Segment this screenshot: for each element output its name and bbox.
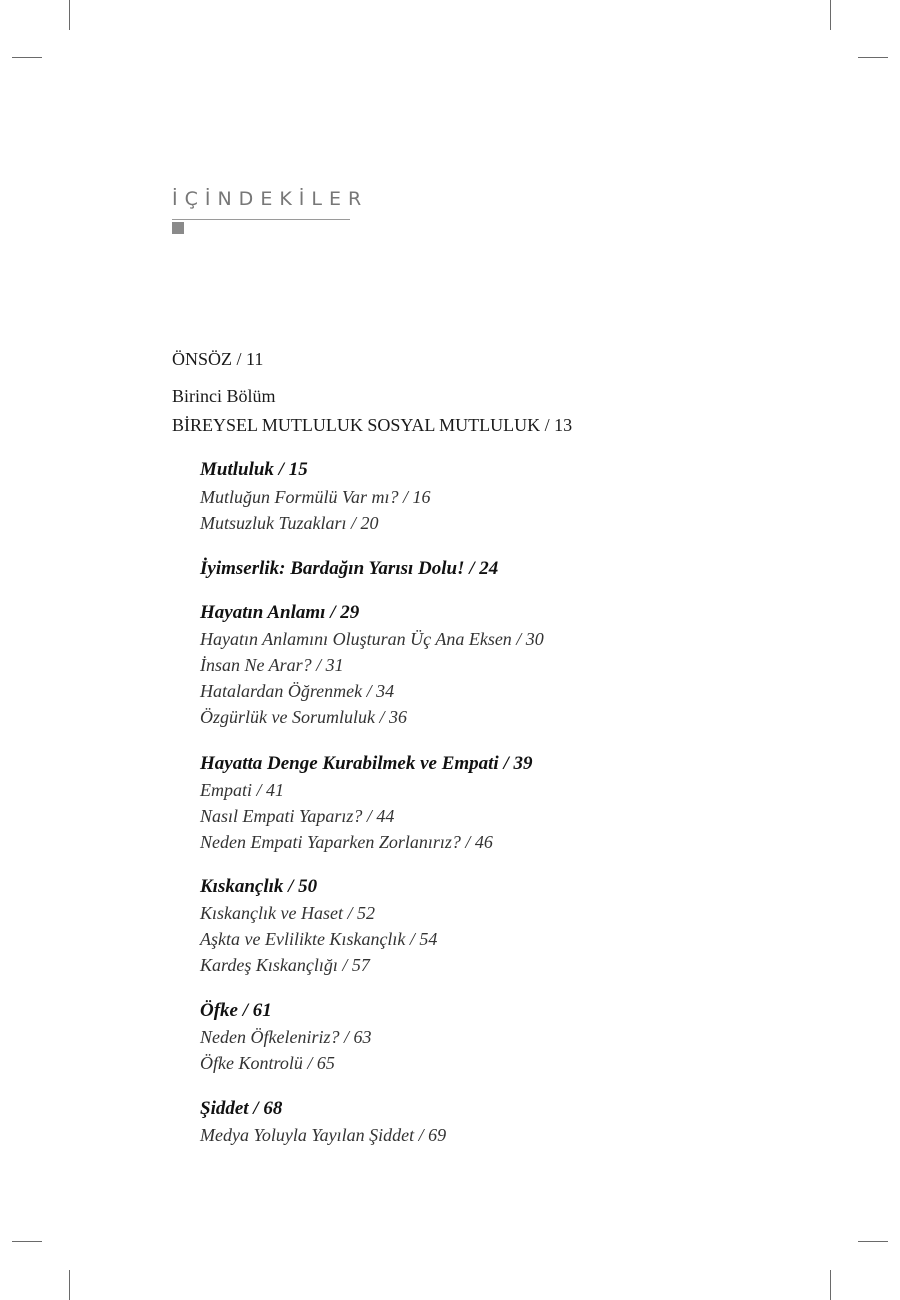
toc-sub-item: Hayatın Anlamını Oluşturan Üç Ana Eksen / 30: [200, 629, 544, 649]
toc-sub-item: Nasıl Empati Yaparız? / 44: [200, 806, 395, 826]
toc-section-title: İyimserlik: Bardağın Yarısı Dolu! / 24: [200, 558, 499, 579]
toc-heading-rule: [172, 219, 350, 220]
toc-section-title: Öfke / 61: [200, 1000, 272, 1021]
toc-section-title: Hayatın Anlamı / 29: [200, 602, 360, 623]
toc-sub-item: Empati / 41: [200, 780, 284, 800]
toc-sub-item: Aşkta ve Evlilikte Kıskançlık / 54: [200, 929, 438, 949]
crop-mark-bottom-left-horizontal: [12, 1241, 42, 1242]
toc-section-title: Kıskançlık / 50: [200, 876, 318, 897]
toc-sub-item: Hatalardan Öğrenmek / 34: [200, 681, 395, 701]
toc-entry-preface: ÖNSÖZ / 11: [172, 349, 264, 369]
toc-sub-item: Medya Yoluyla Yayılan Şiddet / 69: [200, 1125, 447, 1145]
toc-sub-item: Neden Öfkeleniriz? / 63: [200, 1027, 372, 1047]
crop-mark-top-left-vertical: [69, 0, 70, 30]
toc-sub-item: Öfke Kontrolü / 65: [200, 1053, 335, 1073]
crop-mark-top-left-horizontal: [12, 57, 42, 58]
toc-sub-item: Özgürlük ve Sorumluluk / 36: [200, 707, 407, 727]
toc-heading-block: [172, 188, 369, 234]
toc-sub-item: İnsan Ne Arar? / 31: [200, 655, 344, 675]
toc-sub-item: Mutluğun Formülü Var mı? / 16: [200, 487, 431, 507]
crop-mark-bottom-right-horizontal: [858, 1241, 888, 1242]
toc-part-title: BİREYSEL MUTLULUK SOSYAL MUTLULUK / 13: [172, 415, 573, 435]
toc-section-title: Mutluluk / 15: [200, 459, 308, 480]
crop-mark-bottom-right-vertical: [830, 1270, 831, 1300]
toc-heading: İÇİNDEKİLER: [172, 188, 369, 210]
crop-mark-bottom-left-vertical: [69, 1270, 70, 1300]
crop-mark-top-right-horizontal: [858, 57, 888, 58]
toc-sub-item: Neden Empati Yaparken Zorlanırız? / 46: [200, 832, 493, 852]
toc-section-title: Hayatta Denge Kurabilmek ve Empati / 39: [200, 753, 533, 774]
toc-part-label: Birinci Bölüm: [172, 386, 276, 406]
toc-heading-square: [172, 222, 184, 234]
crop-mark-top-right-vertical: [830, 0, 831, 30]
toc-section-title: Şiddet / 68: [200, 1098, 283, 1119]
toc-sub-item: Kıskançlık ve Haset / 52: [200, 903, 375, 923]
toc-sub-item: Kardeş Kıskançlığı / 57: [200, 955, 370, 975]
toc-sub-item: Mutsuzluk Tuzakları / 20: [200, 513, 379, 533]
